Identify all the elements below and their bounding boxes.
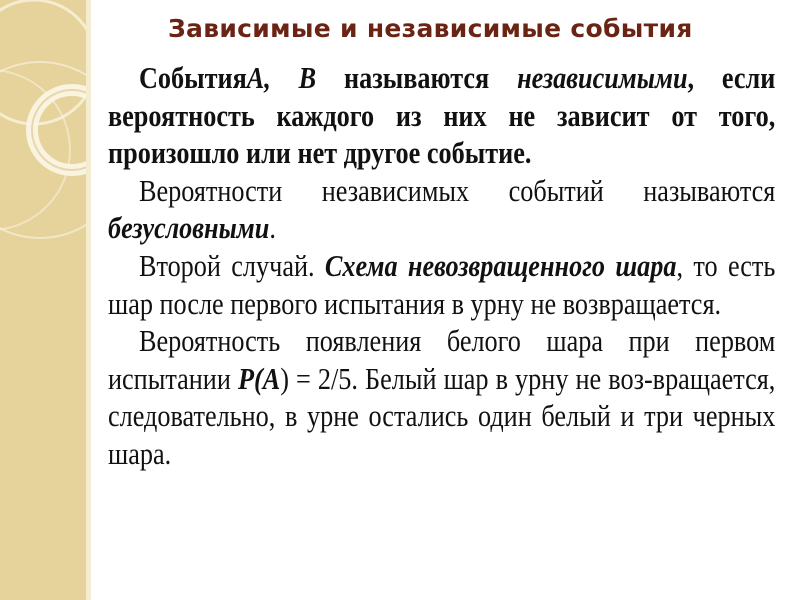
- paragraph-3: Второй случай. Схема невозвращенного шара, то есть шар после первого испытания в урну не возвращается.: [108, 248, 776, 321]
- slide-title: Зависимые и независимые события: [168, 14, 693, 43]
- decorative-sidebar: [0, 0, 86, 600]
- slide-body: [108, 60, 775, 474]
- concentric-circles-decoration: [0, 0, 86, 600]
- paragraph-1: СобытияA, B называются независимыми, если вероятность каждого из них не зависит от того, произошло или нет другое событие.: [108, 61, 776, 171]
- sidebar-edge: [86, 0, 91, 600]
- paragraph-4: Вероятность появления белого шара при первом испытании P(A) = 2/5. Белый шар в урну не воз-вращается, следовательно, в урне остались один белый и три черных шара.: [108, 324, 776, 471]
- paragraph-2: Вероятности независимых событий называются безусловными.: [108, 173, 776, 246]
